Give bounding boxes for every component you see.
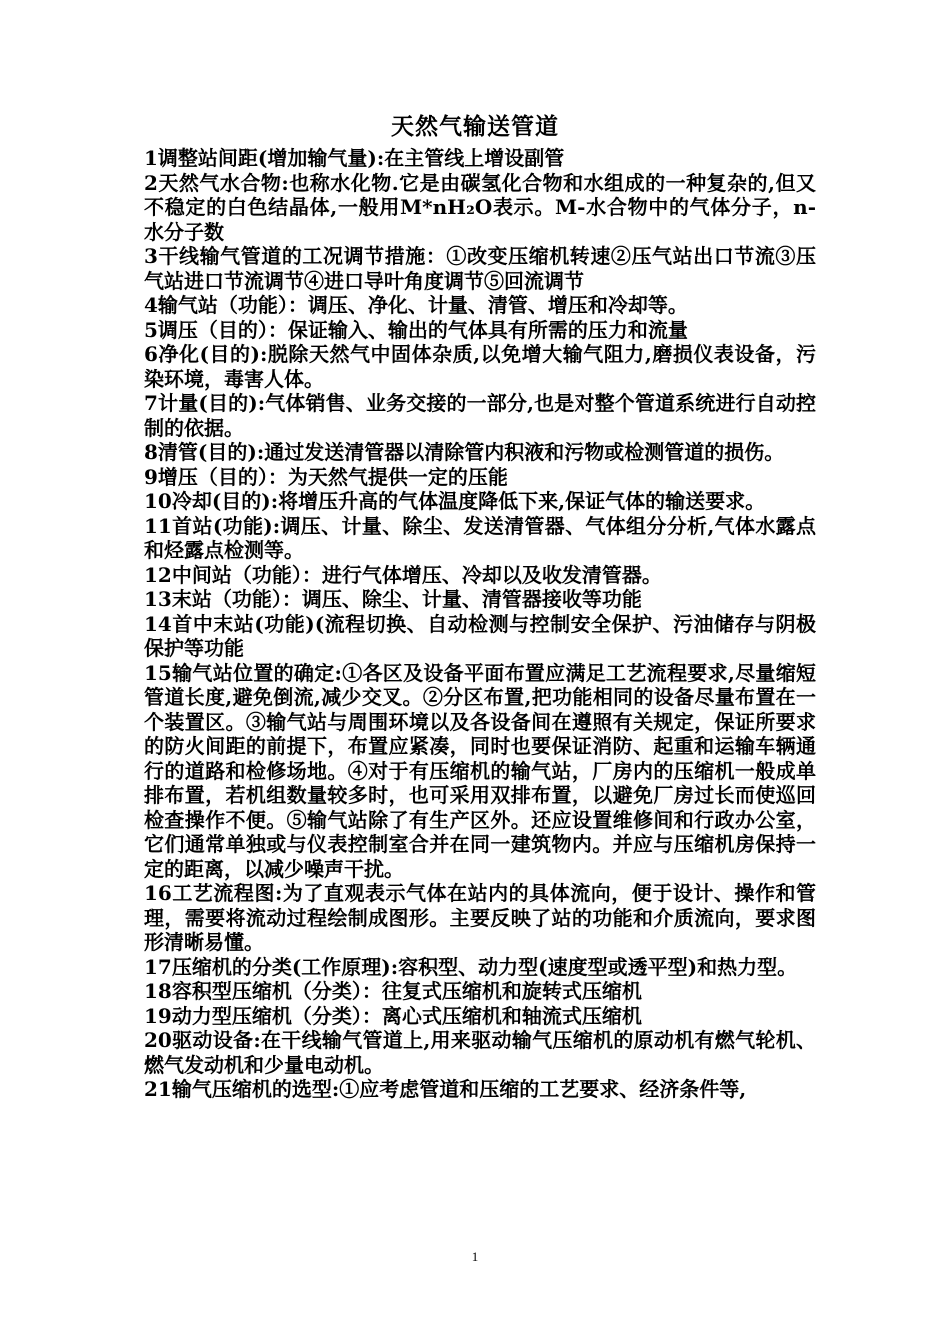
paragraph-15: 15输气站位置的确定:①各区及设备平面布置应满足工艺流程要求,尽量缩短管道长度,避免倒流,减少交叉。②分区布置,把功能相同的设备尽量布置在一个装置区。③输气站与周围环境以及各设备间在遵照有关规定，保证所要求的防火间距的前提下，布置应紧凑，同时也要保证消防、起重和运输车辆通行的道路和检修场地。④对于有压缩机的输气站，厂房内的压缩机一般成单排布置，若机组数量较多时，也可采用双排布置，以避免厂房过长而使巡回检查操作不便。⑤输气站除了有生产区外。还应设置维修间和行政办公室，它们通常单独或与仪表控制室合并在同一建筑物内。并应与压缩机房保持一定的距离，以减少噪声干扰。: [144, 660, 816, 881]
paragraph-9: 9增压（目的）：为天然气提供一定的压能: [144, 464, 508, 489]
paragraph-5: 5调压（目的）：保证输入、输出的气体具有所需的压力和流量: [144, 317, 688, 342]
paragraph-21: 21输气压缩机的选型:①应考虑管道和压缩的工艺要求、经济条件等,: [144, 1077, 747, 1101]
paragraph-16: 16工艺流程图:为了直观表示气体在站内的具体流向，便于设计、操作和管理，需要将流动过程绘制成图形。主要反映了站的功能和介质流向，要求图形清晰易懂。: [144, 881, 816, 954]
paragraph-11: 11首站(功能):调压、计量、除尘、发送清管器、气体组分分析,气体水露点和烃露点检测等。: [144, 513, 816, 562]
paragraph-10: 10冷却(目的):将增压升高的气体温度降低下来,保证气体的输送要求。: [144, 489, 766, 513]
document-body: [144, 146, 816, 1102]
paragraph-7: 7计量(目的):气体销售、业务交接的一部分,也是对整个管道系统进行自动控制的依据。: [144, 391, 816, 440]
paragraph-18: 18容积型压缩机（分类）：往复式压缩机和旋转式压缩机: [144, 979, 642, 1003]
paragraph-20: 20驱动设备:在干线输气管道上,用来驱动输气压缩机的原动机有燃气轮机、燃气发动机和少量电动机。: [144, 1028, 816, 1077]
paragraph-4: 4输气站（功能）：调压、净化、计量、清管、增压和冷却等。: [144, 293, 688, 317]
paragraph-13: 13末站（功能）：调压、除尘、计量、清管器接收等功能: [144, 587, 642, 611]
document-title: 天然气输送管道: [391, 113, 559, 140]
paragraph-1: 1调整站间距(增加输气量):在主管线上增设副管: [144, 146, 565, 170]
paragraph-12: 12中间站（功能）：进行气体增压、冷却以及收发清管器。: [144, 562, 662, 587]
paragraph-14: 14首中末站(功能)(流程切换、自动检测与控制安全保护、污油储存与阴极保护等功能: [144, 611, 816, 660]
paragraph-8: 8清管(目的):通过发送清管器以清除管内积液和污物或检测管道的损伤。: [144, 440, 785, 464]
paragraph-17: 17压缩机的分类(工作原理):容积型、动力型(速度型或透平型)和热力型。: [144, 954, 798, 979]
page-number: 1: [471, 1249, 479, 1264]
paragraph-19: 19动力型压缩机（分类）：离心式压缩机和轴流式压缩机: [144, 1003, 642, 1028]
paragraph-3: 3干线输气管道的工况调节措施：①改变压缩机转速②压气站出口节流③压气站进口节流调节④进口导叶角度调节⑤回流调节: [144, 244, 816, 293]
paragraph-2: 2天然气水合物:也称水化物.它是由碳氢化合物和水组成的一种复杂的,但又不稳定的白色结晶体,一般用M*nH₂O表示。M-水合物中的气体分子，n-水分子数: [144, 170, 816, 244]
paragraph-6: 6净化(目的):脱除天然气中固体杂质,以免增大输气阻力,磨损仪表设备，污染环境，毒害人体。: [144, 342, 816, 391]
